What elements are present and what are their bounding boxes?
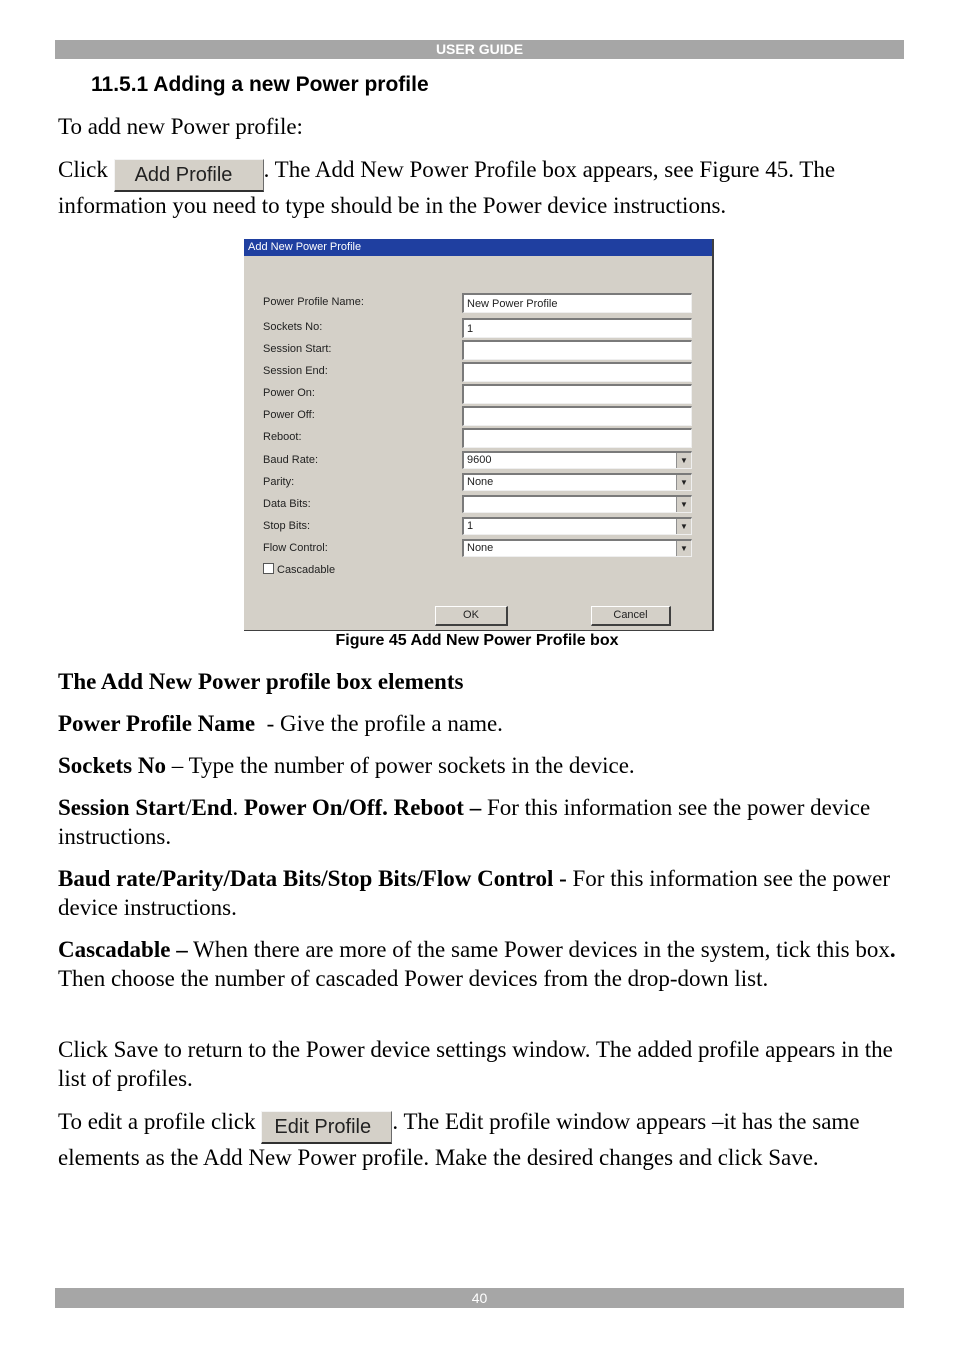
field-row-data-bits bbox=[244, 495, 712, 515]
description-cont: Then choose the number of cascaded Power devices from the drop-down list. bbox=[58, 966, 769, 991]
intro-paragraph: To add new Power profile: bbox=[58, 114, 303, 139]
edit-profile-paragraph bbox=[58, 1108, 908, 1172]
elements-heading-text: The Add New Power profile box elements bbox=[58, 669, 464, 694]
dialog-title: Add New Power Profile bbox=[244, 239, 712, 256]
profile-name-input[interactable]: New Power Profile bbox=[462, 293, 692, 313]
sockets-no-input[interactable]: 1 bbox=[462, 318, 692, 338]
header-bar bbox=[55, 40, 904, 59]
field-label: Power Profile Name: bbox=[263, 296, 364, 308]
session-start-input[interactable] bbox=[462, 340, 692, 360]
data-bits-select[interactable] bbox=[462, 495, 692, 513]
parity-select[interactable] bbox=[462, 473, 692, 491]
stop-bits-select[interactable] bbox=[462, 517, 692, 535]
sockets-no-paragraph bbox=[58, 751, 908, 780]
session-paragraph bbox=[58, 793, 908, 851]
field-row-power-on bbox=[244, 384, 712, 404]
add-power-profile-dialog bbox=[244, 239, 714, 631]
field-row-baud-rate bbox=[244, 451, 712, 471]
field-row-flow-control bbox=[244, 539, 712, 559]
footer-bar bbox=[55, 1288, 904, 1308]
page-number: 40 bbox=[471, 1290, 488, 1306]
power-off-input[interactable] bbox=[462, 406, 692, 426]
add-profile-paragraph bbox=[58, 156, 908, 220]
term-power: Power On/Off. Reboot – bbox=[243, 795, 482, 820]
field-row-stop-bits bbox=[244, 517, 712, 537]
reboot-input[interactable] bbox=[462, 428, 692, 448]
field-row-sockets-no bbox=[244, 318, 712, 338]
serial-settings-paragraph bbox=[58, 864, 908, 922]
field-label: Parity: bbox=[263, 476, 295, 488]
field-label: Flow Control: bbox=[263, 542, 328, 554]
term: Sockets No bbox=[58, 753, 166, 778]
field-label: Data Bits: bbox=[263, 498, 311, 510]
term: Power Profile Name bbox=[58, 711, 256, 736]
cancel-button[interactable]: Cancel bbox=[591, 606, 671, 626]
description: – Type the number of power sockets in the device. bbox=[165, 753, 635, 778]
field-label: Power On: bbox=[263, 387, 315, 399]
power-on-input[interactable] bbox=[462, 384, 692, 404]
field-row-session-start bbox=[244, 340, 712, 360]
add-profile-button[interactable]: Add Profile bbox=[114, 159, 264, 192]
section-heading: 11.5.1 Adding a new Power profile bbox=[91, 73, 429, 96]
power-profile-name-paragraph bbox=[58, 709, 908, 738]
dropdown-arrow-icon[interactable]: ▼ bbox=[676, 497, 691, 512]
figure-caption: Figure 45 Add New Power Profile box bbox=[335, 632, 619, 649]
cascadable-checkbox-row[interactable] bbox=[263, 563, 335, 576]
field-label: Stop Bits: bbox=[263, 520, 311, 532]
select-value: 1 bbox=[467, 520, 474, 532]
field-label: Power Off: bbox=[263, 409, 315, 421]
term-end: End bbox=[191, 795, 233, 820]
edit-profile-prefix: To edit a profile click bbox=[58, 1109, 262, 1134]
dropdown-arrow-icon[interactable]: ▼ bbox=[676, 453, 691, 468]
description: - Give the profile a name. bbox=[255, 711, 503, 736]
description: When there are more of the same Power devices in the system, tick this box bbox=[187, 937, 890, 962]
save-paragraph: Click Save to return to the Power device settings window. The added profile appears in the list of profiles. bbox=[58, 1037, 893, 1091]
separator: . bbox=[232, 795, 244, 820]
field-row-parity bbox=[244, 473, 712, 493]
field-row-profile-name bbox=[244, 293, 712, 313]
baud-rate-select[interactable] bbox=[462, 451, 692, 469]
dropdown-arrow-icon[interactable]: ▼ bbox=[676, 519, 691, 534]
header-title: USER GUIDE bbox=[435, 41, 524, 57]
term: Cascadable – bbox=[58, 937, 188, 962]
elements-heading bbox=[58, 667, 908, 696]
field-label: Session End: bbox=[263, 365, 328, 377]
field-row-power-off bbox=[244, 406, 712, 426]
select-value: 9600 bbox=[467, 454, 492, 466]
separator: / bbox=[185, 795, 192, 820]
description: For this information see the power device instructions. bbox=[58, 866, 890, 920]
select-value: None bbox=[467, 476, 494, 488]
description: For this information see the power device instructions. bbox=[58, 795, 871, 849]
period: . bbox=[889, 937, 896, 962]
term-session-start: Session Start bbox=[58, 795, 186, 820]
cascadable-checkbox[interactable] bbox=[263, 563, 274, 574]
field-label: Session Start: bbox=[263, 343, 332, 355]
edit-profile-suffix: . The Edit profile window appears –it has the same elements as the Add New Power profile. Make the desired changes and click Save. bbox=[58, 1109, 860, 1170]
field-row-session-end bbox=[244, 362, 712, 382]
select-value: None bbox=[467, 542, 494, 554]
add-profile-prefix: Click bbox=[58, 157, 114, 182]
field-label: Baud Rate: bbox=[263, 454, 319, 466]
dropdown-arrow-icon[interactable]: ▼ bbox=[676, 475, 691, 490]
cascadable-paragraph bbox=[58, 935, 908, 993]
cascadable-label: Cascadable bbox=[277, 564, 336, 576]
field-row-reboot bbox=[244, 428, 712, 448]
edit-profile-button[interactable]: Edit Profile bbox=[261, 1111, 392, 1144]
field-label: Sockets No: bbox=[263, 321, 323, 333]
dropdown-arrow-icon[interactable]: ▼ bbox=[676, 541, 691, 556]
ok-button[interactable]: OK bbox=[435, 606, 508, 626]
flow-control-select[interactable] bbox=[462, 539, 692, 557]
add-profile-suffix: . The Add New Power Profile box appears, see Figure 45. The information you need to type should be in the Power device instructions. bbox=[58, 157, 836, 218]
session-end-input[interactable] bbox=[462, 362, 692, 382]
term: Baud rate/Parity/Data Bits/Stop Bits/Flow Control - bbox=[58, 866, 567, 891]
field-label: Reboot: bbox=[263, 431, 302, 443]
